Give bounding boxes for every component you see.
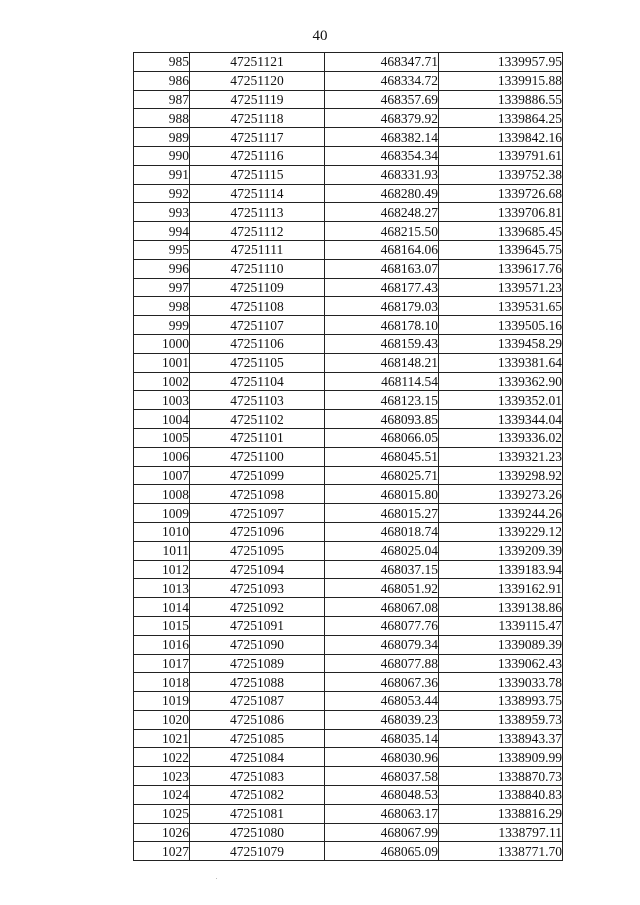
x-coordinate-cell: 468063.17 [325,804,439,823]
table-row [134,748,563,767]
row-number-cell: 1000 [134,334,190,353]
x-coordinate-cell: 468077.88 [325,654,439,673]
table-row [134,90,563,109]
page-number: 40 [312,28,328,44]
row-number-cell: 1022 [134,748,190,767]
row-number-cell: 1003 [134,391,190,410]
y-coordinate-cell: 1339229.12 [439,522,563,541]
table-row [134,128,563,147]
row-number-cell: 1026 [134,823,190,842]
table-row [134,447,563,466]
y-coordinate-cell: 1339273.26 [439,485,563,504]
row-number-cell: 995 [134,240,190,259]
y-coordinate-cell: 1339336.02 [439,428,563,447]
table-row [134,673,563,692]
point-code-cell: 47251083 [190,767,325,786]
y-coordinate-cell: 1339209.39 [439,541,563,560]
table-row [134,823,563,842]
x-coordinate-cell: 468065.09 [325,842,439,861]
row-number-cell: 998 [134,297,190,316]
x-coordinate-cell: 468177.43 [325,278,439,297]
y-coordinate-cell: 1338909.99 [439,748,563,767]
row-number-cell: 1020 [134,710,190,729]
table-row [134,767,563,786]
table-row [134,184,563,203]
point-code-cell: 47251099 [190,466,325,485]
x-coordinate-cell: 468280.49 [325,184,439,203]
x-coordinate-cell: 468382.14 [325,128,439,147]
y-coordinate-cell: 1339162.91 [439,579,563,598]
table-row [134,203,563,222]
y-coordinate-cell: 1338797.11 [439,823,563,842]
point-code-cell: 47251100 [190,447,325,466]
point-code-cell: 47251113 [190,203,325,222]
y-coordinate-cell: 1339685.45 [439,222,563,241]
row-number-cell: 1002 [134,372,190,391]
table-row [134,410,563,429]
table-row [134,598,563,617]
row-number-cell: 1012 [134,560,190,579]
point-code-cell: 47251111 [190,240,325,259]
point-code-cell: 47251121 [190,53,325,72]
y-coordinate-cell: 1339115.47 [439,616,563,635]
table-row [134,240,563,259]
y-coordinate-cell: 1339033.78 [439,673,563,692]
scan-speck [216,878,217,879]
point-code-cell: 47251096 [190,522,325,541]
table-row [134,804,563,823]
y-coordinate-cell: 1339458.29 [439,334,563,353]
y-coordinate-cell: 1338840.83 [439,786,563,805]
y-coordinate-cell: 1339617.76 [439,259,563,278]
table-row [134,428,563,447]
row-number-cell: 986 [134,71,190,90]
point-code-cell: 47251101 [190,428,325,447]
x-coordinate-cell: 468037.15 [325,560,439,579]
x-coordinate-cell: 468379.92 [325,109,439,128]
point-code-cell: 47251102 [190,410,325,429]
point-code-cell: 47251117 [190,128,325,147]
x-coordinate-cell: 468215.50 [325,222,439,241]
y-coordinate-cell: 1339886.55 [439,90,563,109]
table-row [134,692,563,711]
y-coordinate-cell: 1339957.95 [439,53,563,72]
point-code-cell: 47251079 [190,842,325,861]
point-code-cell: 47251089 [190,654,325,673]
x-coordinate-cell: 468035.14 [325,729,439,748]
row-number-cell: 1007 [134,466,190,485]
row-number-cell: 1004 [134,410,190,429]
table-row [134,729,563,748]
point-code-cell: 47251114 [190,184,325,203]
table-row [134,579,563,598]
point-code-cell: 47251081 [190,804,325,823]
row-number-cell: 1009 [134,504,190,523]
x-coordinate-cell: 468331.93 [325,165,439,184]
row-number-cell: 1025 [134,804,190,823]
x-coordinate-cell: 468354.34 [325,146,439,165]
table-row [134,53,563,72]
row-number-cell: 1001 [134,353,190,372]
y-coordinate-cell: 1338870.73 [439,767,563,786]
y-coordinate-cell: 1339726.68 [439,184,563,203]
point-code-cell: 47251098 [190,485,325,504]
row-number-cell: 993 [134,203,190,222]
table-row [134,504,563,523]
point-code-cell: 47251112 [190,222,325,241]
point-code-cell: 47251086 [190,710,325,729]
x-coordinate-cell: 468048.53 [325,786,439,805]
point-code-cell: 47251103 [190,391,325,410]
table-row [134,635,563,654]
point-code-cell: 47251106 [190,334,325,353]
table-row [134,372,563,391]
y-coordinate-cell: 1339089.39 [439,635,563,654]
row-number-cell: 1013 [134,579,190,598]
table-row [134,165,563,184]
point-code-cell: 47251090 [190,635,325,654]
y-coordinate-cell: 1339344.04 [439,410,563,429]
row-number-cell: 1006 [134,447,190,466]
x-coordinate-cell: 468018.74 [325,522,439,541]
table-row [134,109,563,128]
row-number-cell: 1018 [134,673,190,692]
y-coordinate-cell: 1339791.61 [439,146,563,165]
point-code-cell: 47251087 [190,692,325,711]
row-number-cell: 1023 [134,767,190,786]
x-coordinate-cell: 468015.80 [325,485,439,504]
x-coordinate-cell: 468357.69 [325,90,439,109]
x-coordinate-cell: 468045.51 [325,447,439,466]
y-coordinate-cell: 1339571.23 [439,278,563,297]
x-coordinate-cell: 468148.21 [325,353,439,372]
point-code-cell: 47251091 [190,616,325,635]
y-coordinate-cell: 1339298.92 [439,466,563,485]
point-code-cell: 47251084 [190,748,325,767]
x-coordinate-cell: 468039.23 [325,710,439,729]
y-coordinate-cell: 1339531.65 [439,297,563,316]
x-coordinate-cell: 468179.03 [325,297,439,316]
table-row [134,541,563,560]
x-coordinate-cell: 468067.08 [325,598,439,617]
x-coordinate-cell: 468077.76 [325,616,439,635]
point-code-cell: 47251092 [190,598,325,617]
point-code-cell: 47251080 [190,823,325,842]
x-coordinate-cell: 468030.96 [325,748,439,767]
x-coordinate-cell: 468178.10 [325,316,439,335]
x-coordinate-cell: 468066.05 [325,428,439,447]
x-coordinate-cell: 468025.04 [325,541,439,560]
table-row [134,616,563,635]
row-number-cell: 989 [134,128,190,147]
row-number-cell: 985 [134,53,190,72]
coordinates-table [133,52,563,861]
point-code-cell: 47251107 [190,316,325,335]
y-coordinate-cell: 1338943.37 [439,729,563,748]
coordinates-table-body [134,53,563,861]
point-code-cell: 47251115 [190,165,325,184]
y-coordinate-cell: 1339138.86 [439,598,563,617]
y-coordinate-cell: 1339321.23 [439,447,563,466]
row-number-cell: 1008 [134,485,190,504]
table-row [134,466,563,485]
point-code-cell: 47251118 [190,109,325,128]
point-code-cell: 47251119 [190,90,325,109]
row-number-cell: 988 [134,109,190,128]
x-coordinate-cell: 468159.43 [325,334,439,353]
table-row [134,353,563,372]
table-row [134,146,563,165]
y-coordinate-cell: 1339183.94 [439,560,563,579]
y-coordinate-cell: 1339362.90 [439,372,563,391]
y-coordinate-cell: 1338993.75 [439,692,563,711]
y-coordinate-cell: 1338959.73 [439,710,563,729]
x-coordinate-cell: 468347.71 [325,53,439,72]
table-row [134,316,563,335]
row-number-cell: 1011 [134,541,190,560]
x-coordinate-cell: 468067.36 [325,673,439,692]
x-coordinate-cell: 468114.54 [325,372,439,391]
row-number-cell: 992 [134,184,190,203]
table-row [134,710,563,729]
y-coordinate-cell: 1338816.29 [439,804,563,823]
point-code-cell: 47251082 [190,786,325,805]
y-coordinate-cell: 1339352.01 [439,391,563,410]
row-number-cell: 996 [134,259,190,278]
point-code-cell: 47251097 [190,504,325,523]
row-number-cell: 1027 [134,842,190,861]
y-coordinate-cell: 1339244.26 [439,504,563,523]
x-coordinate-cell: 468051.92 [325,579,439,598]
table-row [134,71,563,90]
row-number-cell: 994 [134,222,190,241]
row-number-cell: 990 [134,146,190,165]
x-coordinate-cell: 468163.07 [325,259,439,278]
y-coordinate-cell: 1339842.16 [439,128,563,147]
table-row [134,222,563,241]
row-number-cell: 1016 [134,635,190,654]
table-row [134,522,563,541]
row-number-cell: 999 [134,316,190,335]
table-row [134,334,563,353]
point-code-cell: 47251085 [190,729,325,748]
y-coordinate-cell: 1339752.38 [439,165,563,184]
table-row [134,278,563,297]
table-row [134,259,563,278]
table-row [134,485,563,504]
point-code-cell: 47251108 [190,297,325,316]
x-coordinate-cell: 468334.72 [325,71,439,90]
row-number-cell: 1021 [134,729,190,748]
row-number-cell: 1015 [134,616,190,635]
table-row [134,786,563,805]
point-code-cell: 47251109 [190,278,325,297]
point-code-cell: 47251105 [190,353,325,372]
point-code-cell: 47251104 [190,372,325,391]
table-row [134,391,563,410]
row-number-cell: 991 [134,165,190,184]
x-coordinate-cell: 468025.71 [325,466,439,485]
x-coordinate-cell: 468248.27 [325,203,439,222]
x-coordinate-cell: 468079.34 [325,635,439,654]
x-coordinate-cell: 468093.85 [325,410,439,429]
row-number-cell: 1017 [134,654,190,673]
row-number-cell: 1019 [134,692,190,711]
point-code-cell: 47251116 [190,146,325,165]
table-row [134,297,563,316]
x-coordinate-cell: 468053.44 [325,692,439,711]
table-row [134,654,563,673]
y-coordinate-cell: 1339706.81 [439,203,563,222]
y-coordinate-cell: 1339915.88 [439,71,563,90]
point-code-cell: 47251095 [190,541,325,560]
table-row [134,560,563,579]
x-coordinate-cell: 468164.06 [325,240,439,259]
point-code-cell: 47251094 [190,560,325,579]
row-number-cell: 1005 [134,428,190,447]
point-code-cell: 47251120 [190,71,325,90]
point-code-cell: 47251110 [190,259,325,278]
y-coordinate-cell: 1339864.25 [439,109,563,128]
point-code-cell: 47251088 [190,673,325,692]
y-coordinate-cell: 1339645.75 [439,240,563,259]
row-number-cell: 987 [134,90,190,109]
x-coordinate-cell: 468067.99 [325,823,439,842]
point-code-cell: 47251093 [190,579,325,598]
row-number-cell: 1010 [134,522,190,541]
y-coordinate-cell: 1339505.16 [439,316,563,335]
row-number-cell: 1014 [134,598,190,617]
x-coordinate-cell: 468123.15 [325,391,439,410]
y-coordinate-cell: 1339062.43 [439,654,563,673]
row-number-cell: 997 [134,278,190,297]
y-coordinate-cell: 1339381.64 [439,353,563,372]
y-coordinate-cell: 1338771.70 [439,842,563,861]
table-row [134,842,563,861]
row-number-cell: 1024 [134,786,190,805]
x-coordinate-cell: 468037.58 [325,767,439,786]
x-coordinate-cell: 468015.27 [325,504,439,523]
